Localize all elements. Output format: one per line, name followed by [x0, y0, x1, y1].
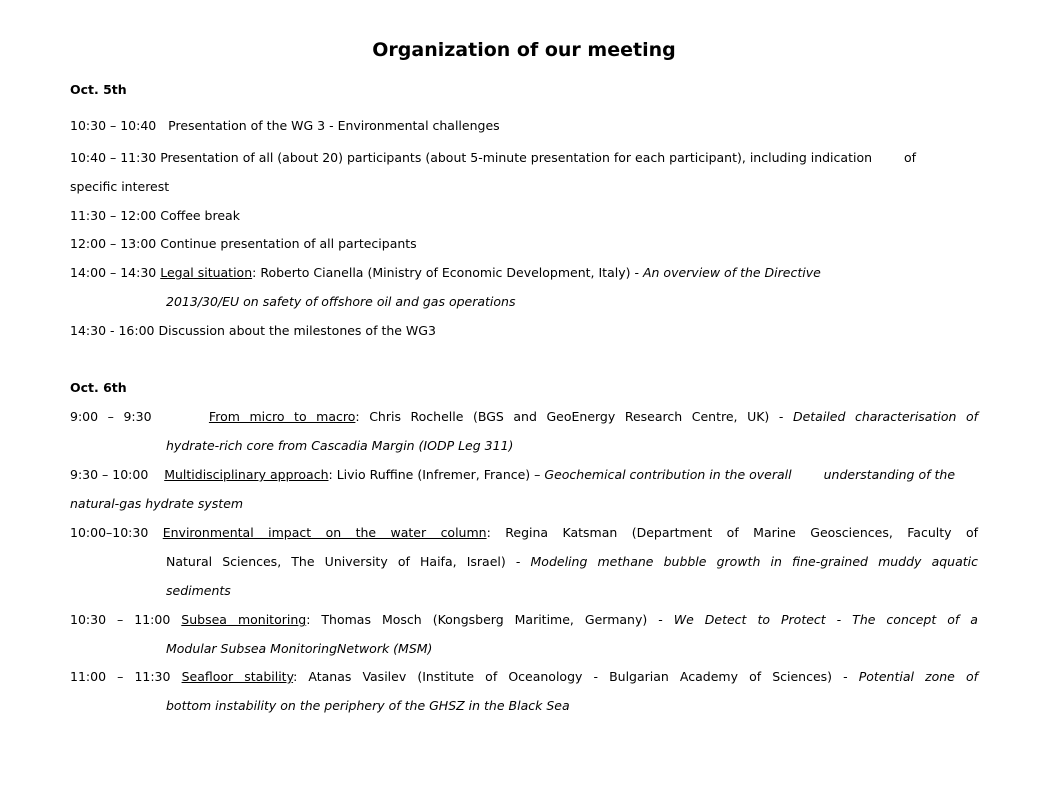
talk-title-line-2: Modular Subsea MonitoringNetwork (MSM) — [166, 641, 433, 656]
topic-label: Legal situation — [160, 265, 253, 280]
talk-title-line-1: Potential zone of — [858, 669, 978, 684]
talk-title-line-2: hydrate-rich core from Cascadia Margin (IODP Leg 311) — [166, 438, 514, 453]
page-title: Organization of our meeting — [372, 39, 676, 61]
talk-title-line-2: bottom instability on the periphery of the GHSZ in the Black Sea — [166, 698, 570, 713]
topic-label: From micro to macro — [208, 409, 356, 424]
time-range: 9:30 – 10:00 — [70, 467, 149, 482]
talk-title-line-1: Modeling methane bubble growth in fine-grained muddy aquatic — [530, 554, 978, 569]
speaker-line-1: Regina Katsman (Department of Marine Geosciences, Faculty of — [505, 525, 978, 540]
agenda-item-micro-to-macro — [70, 402, 978, 460]
item-text: 11:30 – 12:00 Coffee break — [70, 208, 240, 223]
agenda-item-participants-presentation — [70, 143, 978, 201]
item-text: 14:30 - 16:00 Discussion about the milestones of the WG3 — [70, 323, 436, 338]
separator: : — [306, 612, 311, 627]
separator: : — [486, 525, 491, 540]
separator: : — [252, 265, 257, 280]
separator: : — [355, 409, 360, 424]
time-range: 10:30 – 10:40 — [70, 118, 157, 133]
time-range: 11:00 – 11:30 — [70, 669, 171, 684]
agenda-item-legal-situation — [70, 258, 978, 316]
item-text: 12:00 – 13:00 Continue presentation of all partecipants — [70, 236, 417, 251]
talk-title-line-1: We Detect to Protect - The concept of a — [673, 612, 978, 627]
time-range: 10:00–10:30 — [70, 525, 149, 540]
item-text-line-2: specific interest — [70, 179, 170, 194]
topic-label: Multidisciplinary approach — [164, 467, 329, 482]
day-heading-oct-5: Oct. 5th — [70, 82, 127, 97]
speaker: Thomas Mosch (Kongsberg Maritime, Germany) - — [321, 612, 663, 627]
speaker: Livio Ruffine (Infremer, France) – — [336, 467, 541, 482]
time-range: 9:00 – 9:30 — [70, 409, 152, 424]
topic-label: Environmental impact on the water column — [162, 525, 487, 540]
agenda-item-environmental-impact — [70, 518, 978, 605]
separator: : — [293, 669, 298, 684]
item-text: Presentation of the WG 3 - Environmental challenges — [168, 118, 500, 133]
agenda-item-seafloor-stability — [70, 662, 978, 720]
speaker: Roberto Cianella (Ministry of Economic Development, Italy) - — [260, 265, 639, 280]
talk-title-line-2: natural-gas hydrate system — [70, 496, 244, 511]
talk-title-line-1: An overview of the Directive — [642, 265, 821, 280]
speaker: Chris Rochelle (BGS and GeoEnergy Research Centre, UK) - — [369, 409, 784, 424]
talk-title-line-1: Geochemical contribution in the overall — [544, 467, 792, 482]
day-heading-oct-6: Oct. 6th — [70, 380, 127, 395]
agenda-item-discussion-milestones — [70, 316, 978, 345]
agenda-item-presentation-wg3 — [70, 111, 978, 140]
item-text-line-1b: of — [904, 150, 917, 165]
item-text-line-1: 10:40 – 11:30 Presentation of all (about 20) participants (about 5-minute presentation for each participant), including indication — [70, 150, 873, 165]
talk-title-line-1b: understanding of the — [823, 467, 956, 482]
time-range: 14:00 – 14:30 — [70, 265, 157, 280]
talk-title-line-2: 2013/30/EU on safety of offshore oil and gas operations — [166, 294, 516, 309]
talk-title-line-1: Detailed characterisation of — [792, 409, 979, 424]
speaker: Atanas Vasilev (Institute of Oceanology - Bulgarian Academy of Sciences) - — [308, 669, 848, 684]
talk-title-line-2: sediments — [166, 583, 231, 598]
time-range: 10:30 – 11:00 — [70, 612, 171, 627]
agenda-item-coffee-break — [70, 201, 978, 230]
topic-label: Subsea monitoring — [181, 612, 307, 627]
topic-label: Seafloor stability — [181, 669, 294, 684]
agenda-item-continue-presentation — [70, 229, 978, 258]
agenda-item-multidisciplinary-approach — [70, 460, 978, 518]
separator: : — [328, 467, 333, 482]
speaker-line-2: Natural Sciences, The University of Haifa, Israel) - — [166, 554, 521, 569]
agenda-item-subsea-monitoring — [70, 605, 978, 663]
